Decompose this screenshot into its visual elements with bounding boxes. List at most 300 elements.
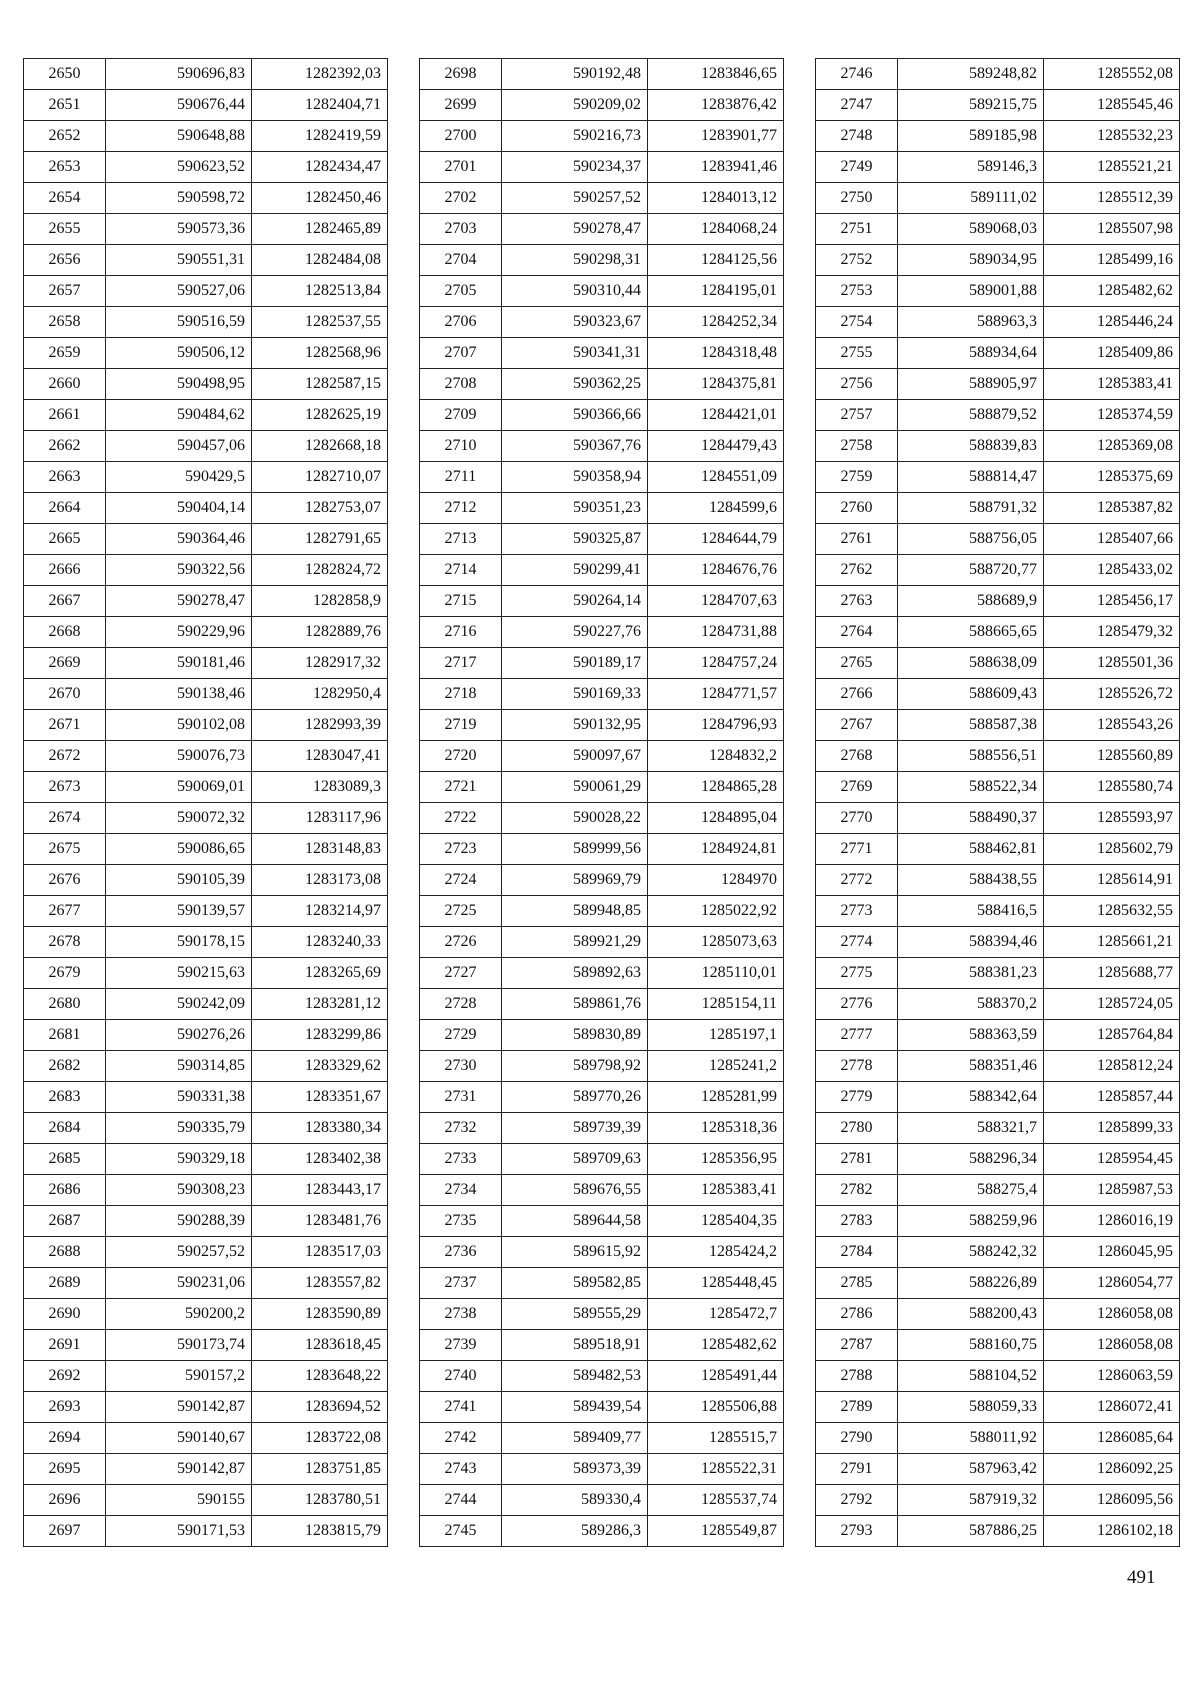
x-coordinate-cell: 588720,77 [898,555,1044,586]
table-row [24,400,388,431]
table-row [420,679,784,710]
table-row [420,152,784,183]
table-row [24,1485,388,1516]
x-coordinate-cell: 590142,87 [106,1454,252,1485]
y-coordinate-cell: 1285407,66 [1044,524,1180,555]
y-coordinate-cell: 1284125,56 [648,245,784,276]
table-body [816,59,1180,1547]
table-row [420,214,784,245]
point-number-cell: 2695 [24,1454,106,1485]
point-number-cell: 2658 [24,307,106,338]
table-row [420,462,784,493]
y-coordinate-cell: 1285022,92 [648,896,784,927]
point-number-cell: 2751 [816,214,898,245]
y-coordinate-cell: 1282587,15 [252,369,388,400]
y-coordinate-cell: 1282392,03 [252,59,388,90]
table-row [816,958,1180,989]
x-coordinate-cell: 588587,38 [898,710,1044,741]
x-coordinate-cell: 590097,67 [502,741,648,772]
point-number-cell: 2687 [24,1206,106,1237]
coordinate-table-3 [815,58,1180,1547]
point-number-cell: 2661 [24,400,106,431]
y-coordinate-cell: 1283941,46 [648,152,784,183]
x-coordinate-cell: 588963,3 [898,307,1044,338]
y-coordinate-cell: 1285506,88 [648,1392,784,1423]
y-coordinate-cell: 1282568,96 [252,338,388,369]
x-coordinate-cell: 590623,52 [106,152,252,183]
table-row [24,1206,388,1237]
y-coordinate-cell: 1284644,79 [648,524,784,555]
x-coordinate-cell: 589861,76 [502,989,648,1020]
x-coordinate-cell: 588934,64 [898,338,1044,369]
point-number-cell: 2710 [420,431,502,462]
point-number-cell: 2718 [420,679,502,710]
x-coordinate-cell: 589709,63 [502,1144,648,1175]
x-coordinate-cell: 588665,65 [898,617,1044,648]
y-coordinate-cell: 1284924,81 [648,834,784,865]
x-coordinate-cell: 589373,39 [502,1454,648,1485]
table-row [816,524,1180,555]
point-number-cell: 2731 [420,1082,502,1113]
table-row [24,90,388,121]
point-number-cell: 2724 [420,865,502,896]
table-row [24,524,388,555]
table-row [420,183,784,214]
table-row [24,1175,388,1206]
table-row [24,152,388,183]
table-row [24,989,388,1020]
x-coordinate-cell: 590189,17 [502,648,648,679]
x-coordinate-cell: 589439,54 [502,1392,648,1423]
point-number-cell: 2778 [816,1051,898,1082]
point-number-cell: 2686 [24,1175,106,1206]
y-coordinate-cell: 1285424,2 [648,1237,784,1268]
point-number-cell: 2666 [24,555,106,586]
table-row [420,1423,784,1454]
table-row [24,369,388,400]
point-number-cell: 2763 [816,586,898,617]
table-row [420,865,784,896]
table-row [420,1020,784,1051]
y-coordinate-cell: 1283265,69 [252,958,388,989]
y-coordinate-cell: 1285724,05 [1044,989,1180,1020]
table-row [24,462,388,493]
point-number-cell: 2789 [816,1392,898,1423]
y-coordinate-cell: 1283815,79 [252,1516,388,1547]
point-number-cell: 2696 [24,1485,106,1516]
x-coordinate-cell: 590138,46 [106,679,252,710]
x-coordinate-cell: 590314,85 [106,1051,252,1082]
x-coordinate-cell: 590215,63 [106,958,252,989]
x-coordinate-cell: 590364,46 [106,524,252,555]
x-coordinate-cell: 588011,92 [898,1423,1044,1454]
y-coordinate-cell: 1285281,99 [648,1082,784,1113]
point-number-cell: 2732 [420,1113,502,1144]
table-row [816,865,1180,896]
point-number-cell: 2685 [24,1144,106,1175]
x-coordinate-cell: 590178,15 [106,927,252,958]
table-row [24,493,388,524]
x-coordinate-cell: 588226,89 [898,1268,1044,1299]
point-number-cell: 2764 [816,617,898,648]
x-coordinate-cell: 589892,63 [502,958,648,989]
x-coordinate-cell: 589830,89 [502,1020,648,1051]
x-coordinate-cell: 589146,3 [898,152,1044,183]
point-number-cell: 2655 [24,214,106,245]
y-coordinate-cell: 1285532,23 [1044,121,1180,152]
point-number-cell: 2793 [816,1516,898,1547]
table-row [24,958,388,989]
x-coordinate-cell: 589409,77 [502,1423,648,1454]
y-coordinate-cell: 1282450,46 [252,183,388,214]
table-row [816,927,1180,958]
y-coordinate-cell: 1283901,77 [648,121,784,152]
table-row [816,1206,1180,1237]
table-row [420,710,784,741]
point-number-cell: 2791 [816,1454,898,1485]
table-row [420,989,784,1020]
point-number-cell: 2705 [420,276,502,307]
table-row [816,1516,1180,1547]
point-number-cell: 2656 [24,245,106,276]
x-coordinate-cell: 590676,44 [106,90,252,121]
x-coordinate-cell: 590171,53 [106,1516,252,1547]
table-row [420,741,784,772]
table-row [816,1299,1180,1330]
y-coordinate-cell: 1286092,25 [1044,1454,1180,1485]
point-number-cell: 2701 [420,152,502,183]
x-coordinate-cell: 587919,32 [898,1485,1044,1516]
table-row [420,896,784,927]
y-coordinate-cell: 1284318,48 [648,338,784,369]
point-number-cell: 2727 [420,958,502,989]
point-number-cell: 2708 [420,369,502,400]
table-row [420,1082,784,1113]
y-coordinate-cell: 1282625,19 [252,400,388,431]
table-row [24,617,388,648]
y-coordinate-cell: 1284832,2 [648,741,784,772]
y-coordinate-cell: 1285383,41 [648,1175,784,1206]
table-row [420,927,784,958]
x-coordinate-cell: 590288,39 [106,1206,252,1237]
y-coordinate-cell: 1284970 [648,865,784,896]
table-row [420,1485,784,1516]
table-row [24,121,388,152]
x-coordinate-cell: 590323,67 [502,307,648,338]
x-coordinate-cell: 590329,18 [106,1144,252,1175]
point-number-cell: 2723 [420,834,502,865]
table-row [420,648,784,679]
point-number-cell: 2698 [420,59,502,90]
x-coordinate-cell: 590086,65 [106,834,252,865]
y-coordinate-cell: 1283214,97 [252,896,388,927]
point-number-cell: 2653 [24,152,106,183]
x-coordinate-cell: 590181,46 [106,648,252,679]
x-coordinate-cell: 589001,88 [898,276,1044,307]
y-coordinate-cell: 1285110,01 [648,958,784,989]
point-number-cell: 2752 [816,245,898,276]
point-number-cell: 2703 [420,214,502,245]
y-coordinate-cell: 1286016,19 [1044,1206,1180,1237]
y-coordinate-cell: 1284068,24 [648,214,784,245]
point-number-cell: 2735 [420,1206,502,1237]
point-number-cell: 2730 [420,1051,502,1082]
table-row [816,679,1180,710]
point-number-cell: 2683 [24,1082,106,1113]
table-row [816,369,1180,400]
x-coordinate-cell: 588556,51 [898,741,1044,772]
y-coordinate-cell: 1284252,34 [648,307,784,338]
x-coordinate-cell: 590298,31 [502,245,648,276]
point-number-cell: 2677 [24,896,106,927]
table-row [24,1020,388,1051]
y-coordinate-cell: 1282434,47 [252,152,388,183]
y-coordinate-cell: 1285499,16 [1044,245,1180,276]
point-number-cell: 2711 [420,462,502,493]
y-coordinate-cell: 1283402,38 [252,1144,388,1175]
x-coordinate-cell: 590573,36 [106,214,252,245]
x-coordinate-cell: 590216,73 [502,121,648,152]
point-number-cell: 2762 [816,555,898,586]
x-coordinate-cell: 590061,29 [502,772,648,803]
y-coordinate-cell: 1286058,08 [1044,1299,1180,1330]
x-coordinate-cell: 589482,53 [502,1361,648,1392]
coordinate-table-1 [23,58,388,1547]
y-coordinate-cell: 1285545,46 [1044,90,1180,121]
table-row [816,121,1180,152]
y-coordinate-cell: 1285482,62 [1044,276,1180,307]
x-coordinate-cell: 590457,06 [106,431,252,462]
y-coordinate-cell: 1285387,82 [1044,493,1180,524]
y-coordinate-cell: 1283590,89 [252,1299,388,1330]
y-coordinate-cell: 1283481,76 [252,1206,388,1237]
x-coordinate-cell: 590366,66 [502,400,648,431]
point-number-cell: 2786 [816,1299,898,1330]
x-coordinate-cell: 590140,67 [106,1423,252,1454]
point-number-cell: 2670 [24,679,106,710]
y-coordinate-cell: 1285512,39 [1044,183,1180,214]
table-row [24,927,388,958]
y-coordinate-cell: 1285764,84 [1044,1020,1180,1051]
x-coordinate-cell: 588321,7 [898,1113,1044,1144]
x-coordinate-cell: 588296,34 [898,1144,1044,1175]
y-coordinate-cell: 1282993,39 [252,710,388,741]
point-number-cell: 2745 [420,1516,502,1547]
point-number-cell: 2779 [816,1082,898,1113]
table-row [816,834,1180,865]
table-row [24,679,388,710]
x-coordinate-cell: 590516,59 [106,307,252,338]
y-coordinate-cell: 1284865,28 [648,772,784,803]
table-row [420,1113,784,1144]
point-number-cell: 2660 [24,369,106,400]
table-row [24,1454,388,1485]
y-coordinate-cell: 1285899,33 [1044,1113,1180,1144]
x-coordinate-cell: 588342,64 [898,1082,1044,1113]
y-coordinate-cell: 1283443,17 [252,1175,388,1206]
point-number-cell: 2750 [816,183,898,214]
point-number-cell: 2716 [420,617,502,648]
x-coordinate-cell: 588416,5 [898,896,1044,927]
x-coordinate-cell: 590484,62 [106,400,252,431]
point-number-cell: 2715 [420,586,502,617]
x-coordinate-cell: 590325,87 [502,524,648,555]
y-coordinate-cell: 1283517,03 [252,1237,388,1268]
x-coordinate-cell: 590169,33 [502,679,648,710]
table-row [816,1082,1180,1113]
x-coordinate-cell: 588370,2 [898,989,1044,1020]
point-number-cell: 2742 [420,1423,502,1454]
table-row [816,59,1180,90]
x-coordinate-cell: 588791,32 [898,493,1044,524]
point-number-cell: 2726 [420,927,502,958]
y-coordinate-cell: 1285472,7 [648,1299,784,1330]
x-coordinate-cell: 590276,26 [106,1020,252,1051]
table-row [24,803,388,834]
table-row [24,834,388,865]
point-number-cell: 2743 [420,1454,502,1485]
x-coordinate-cell: 589034,95 [898,245,1044,276]
y-coordinate-cell: 1282889,76 [252,617,388,648]
x-coordinate-cell: 588363,59 [898,1020,1044,1051]
point-number-cell: 2717 [420,648,502,679]
table-row [24,1237,388,1268]
point-number-cell: 2702 [420,183,502,214]
x-coordinate-cell: 590498,95 [106,369,252,400]
x-coordinate-cell: 588259,96 [898,1206,1044,1237]
x-coordinate-cell: 588394,46 [898,927,1044,958]
y-coordinate-cell: 1285515,7 [648,1423,784,1454]
table-row [24,1330,388,1361]
table-row [420,1392,784,1423]
table-row [816,245,1180,276]
y-coordinate-cell: 1282791,65 [252,524,388,555]
point-number-cell: 2738 [420,1299,502,1330]
table-row [24,1113,388,1144]
x-coordinate-cell: 588275,4 [898,1175,1044,1206]
point-number-cell: 2688 [24,1237,106,1268]
y-coordinate-cell: 1285197,1 [648,1020,784,1051]
y-coordinate-cell: 1283876,42 [648,90,784,121]
table-row [420,1330,784,1361]
x-coordinate-cell: 590264,14 [502,586,648,617]
x-coordinate-cell: 590132,95 [502,710,648,741]
y-coordinate-cell: 1283380,34 [252,1113,388,1144]
y-coordinate-cell: 1285241,2 [648,1051,784,1082]
y-coordinate-cell: 1285812,24 [1044,1051,1180,1082]
x-coordinate-cell: 589555,29 [502,1299,648,1330]
table-row [420,431,784,462]
y-coordinate-cell: 1286054,77 [1044,1268,1180,1299]
point-number-cell: 2679 [24,958,106,989]
point-number-cell: 2780 [816,1113,898,1144]
point-number-cell: 2729 [420,1020,502,1051]
y-coordinate-cell: 1284421,01 [648,400,784,431]
y-coordinate-cell: 1286102,18 [1044,1516,1180,1547]
table-row [420,400,784,431]
x-coordinate-cell: 589969,79 [502,865,648,896]
table-row [420,90,784,121]
x-coordinate-cell: 590257,52 [106,1237,252,1268]
point-number-cell: 2788 [816,1361,898,1392]
point-number-cell: 2782 [816,1175,898,1206]
point-number-cell: 2694 [24,1423,106,1454]
y-coordinate-cell: 1285374,59 [1044,400,1180,431]
point-number-cell: 2784 [816,1237,898,1268]
table-row [24,1144,388,1175]
point-number-cell: 2662 [24,431,106,462]
y-coordinate-cell: 1285448,45 [648,1268,784,1299]
x-coordinate-cell: 588160,75 [898,1330,1044,1361]
point-number-cell: 2775 [816,958,898,989]
x-coordinate-cell: 588104,52 [898,1361,1044,1392]
x-coordinate-cell: 589111,02 [898,183,1044,214]
y-coordinate-cell: 1285433,02 [1044,555,1180,586]
table-row [816,1113,1180,1144]
table-row [420,1206,784,1237]
y-coordinate-cell: 1284895,04 [648,803,784,834]
x-coordinate-cell: 589770,26 [502,1082,648,1113]
table-row [24,772,388,803]
point-number-cell: 2760 [816,493,898,524]
x-coordinate-cell: 590551,31 [106,245,252,276]
x-coordinate-cell: 590229,96 [106,617,252,648]
y-coordinate-cell: 1284551,09 [648,462,784,493]
point-number-cell: 2753 [816,276,898,307]
point-number-cell: 2699 [420,90,502,121]
table-row [816,1268,1180,1299]
x-coordinate-cell: 588462,81 [898,834,1044,865]
y-coordinate-cell: 1285073,63 [648,927,784,958]
table-row [420,1516,784,1547]
x-coordinate-cell: 590076,73 [106,741,252,772]
y-coordinate-cell: 1285560,89 [1044,741,1180,772]
point-number-cell: 2754 [816,307,898,338]
point-number-cell: 2725 [420,896,502,927]
y-coordinate-cell: 1285479,32 [1044,617,1180,648]
table-row [816,1175,1180,1206]
y-coordinate-cell: 1282465,89 [252,214,388,245]
x-coordinate-cell: 589286,3 [502,1516,648,1547]
x-coordinate-cell: 589582,85 [502,1268,648,1299]
x-coordinate-cell: 590648,88 [106,121,252,152]
y-coordinate-cell: 1283557,82 [252,1268,388,1299]
table-row [24,245,388,276]
point-number-cell: 2759 [816,462,898,493]
point-number-cell: 2650 [24,59,106,90]
x-coordinate-cell: 589948,85 [502,896,648,927]
table-row [420,1175,784,1206]
x-coordinate-cell: 590157,2 [106,1361,252,1392]
table-row [24,555,388,586]
x-coordinate-cell: 588200,43 [898,1299,1044,1330]
x-coordinate-cell: 588879,52 [898,400,1044,431]
table-row [816,803,1180,834]
point-number-cell: 2706 [420,307,502,338]
x-coordinate-cell: 590308,23 [106,1175,252,1206]
point-number-cell: 2690 [24,1299,106,1330]
x-coordinate-cell: 588905,97 [898,369,1044,400]
x-coordinate-cell: 590028,22 [502,803,648,834]
table-row [420,586,784,617]
table-row [816,152,1180,183]
x-coordinate-cell: 590351,23 [502,493,648,524]
table-row [816,307,1180,338]
point-number-cell: 2773 [816,896,898,927]
table-row [420,338,784,369]
table-row [816,1361,1180,1392]
table-row [816,772,1180,803]
